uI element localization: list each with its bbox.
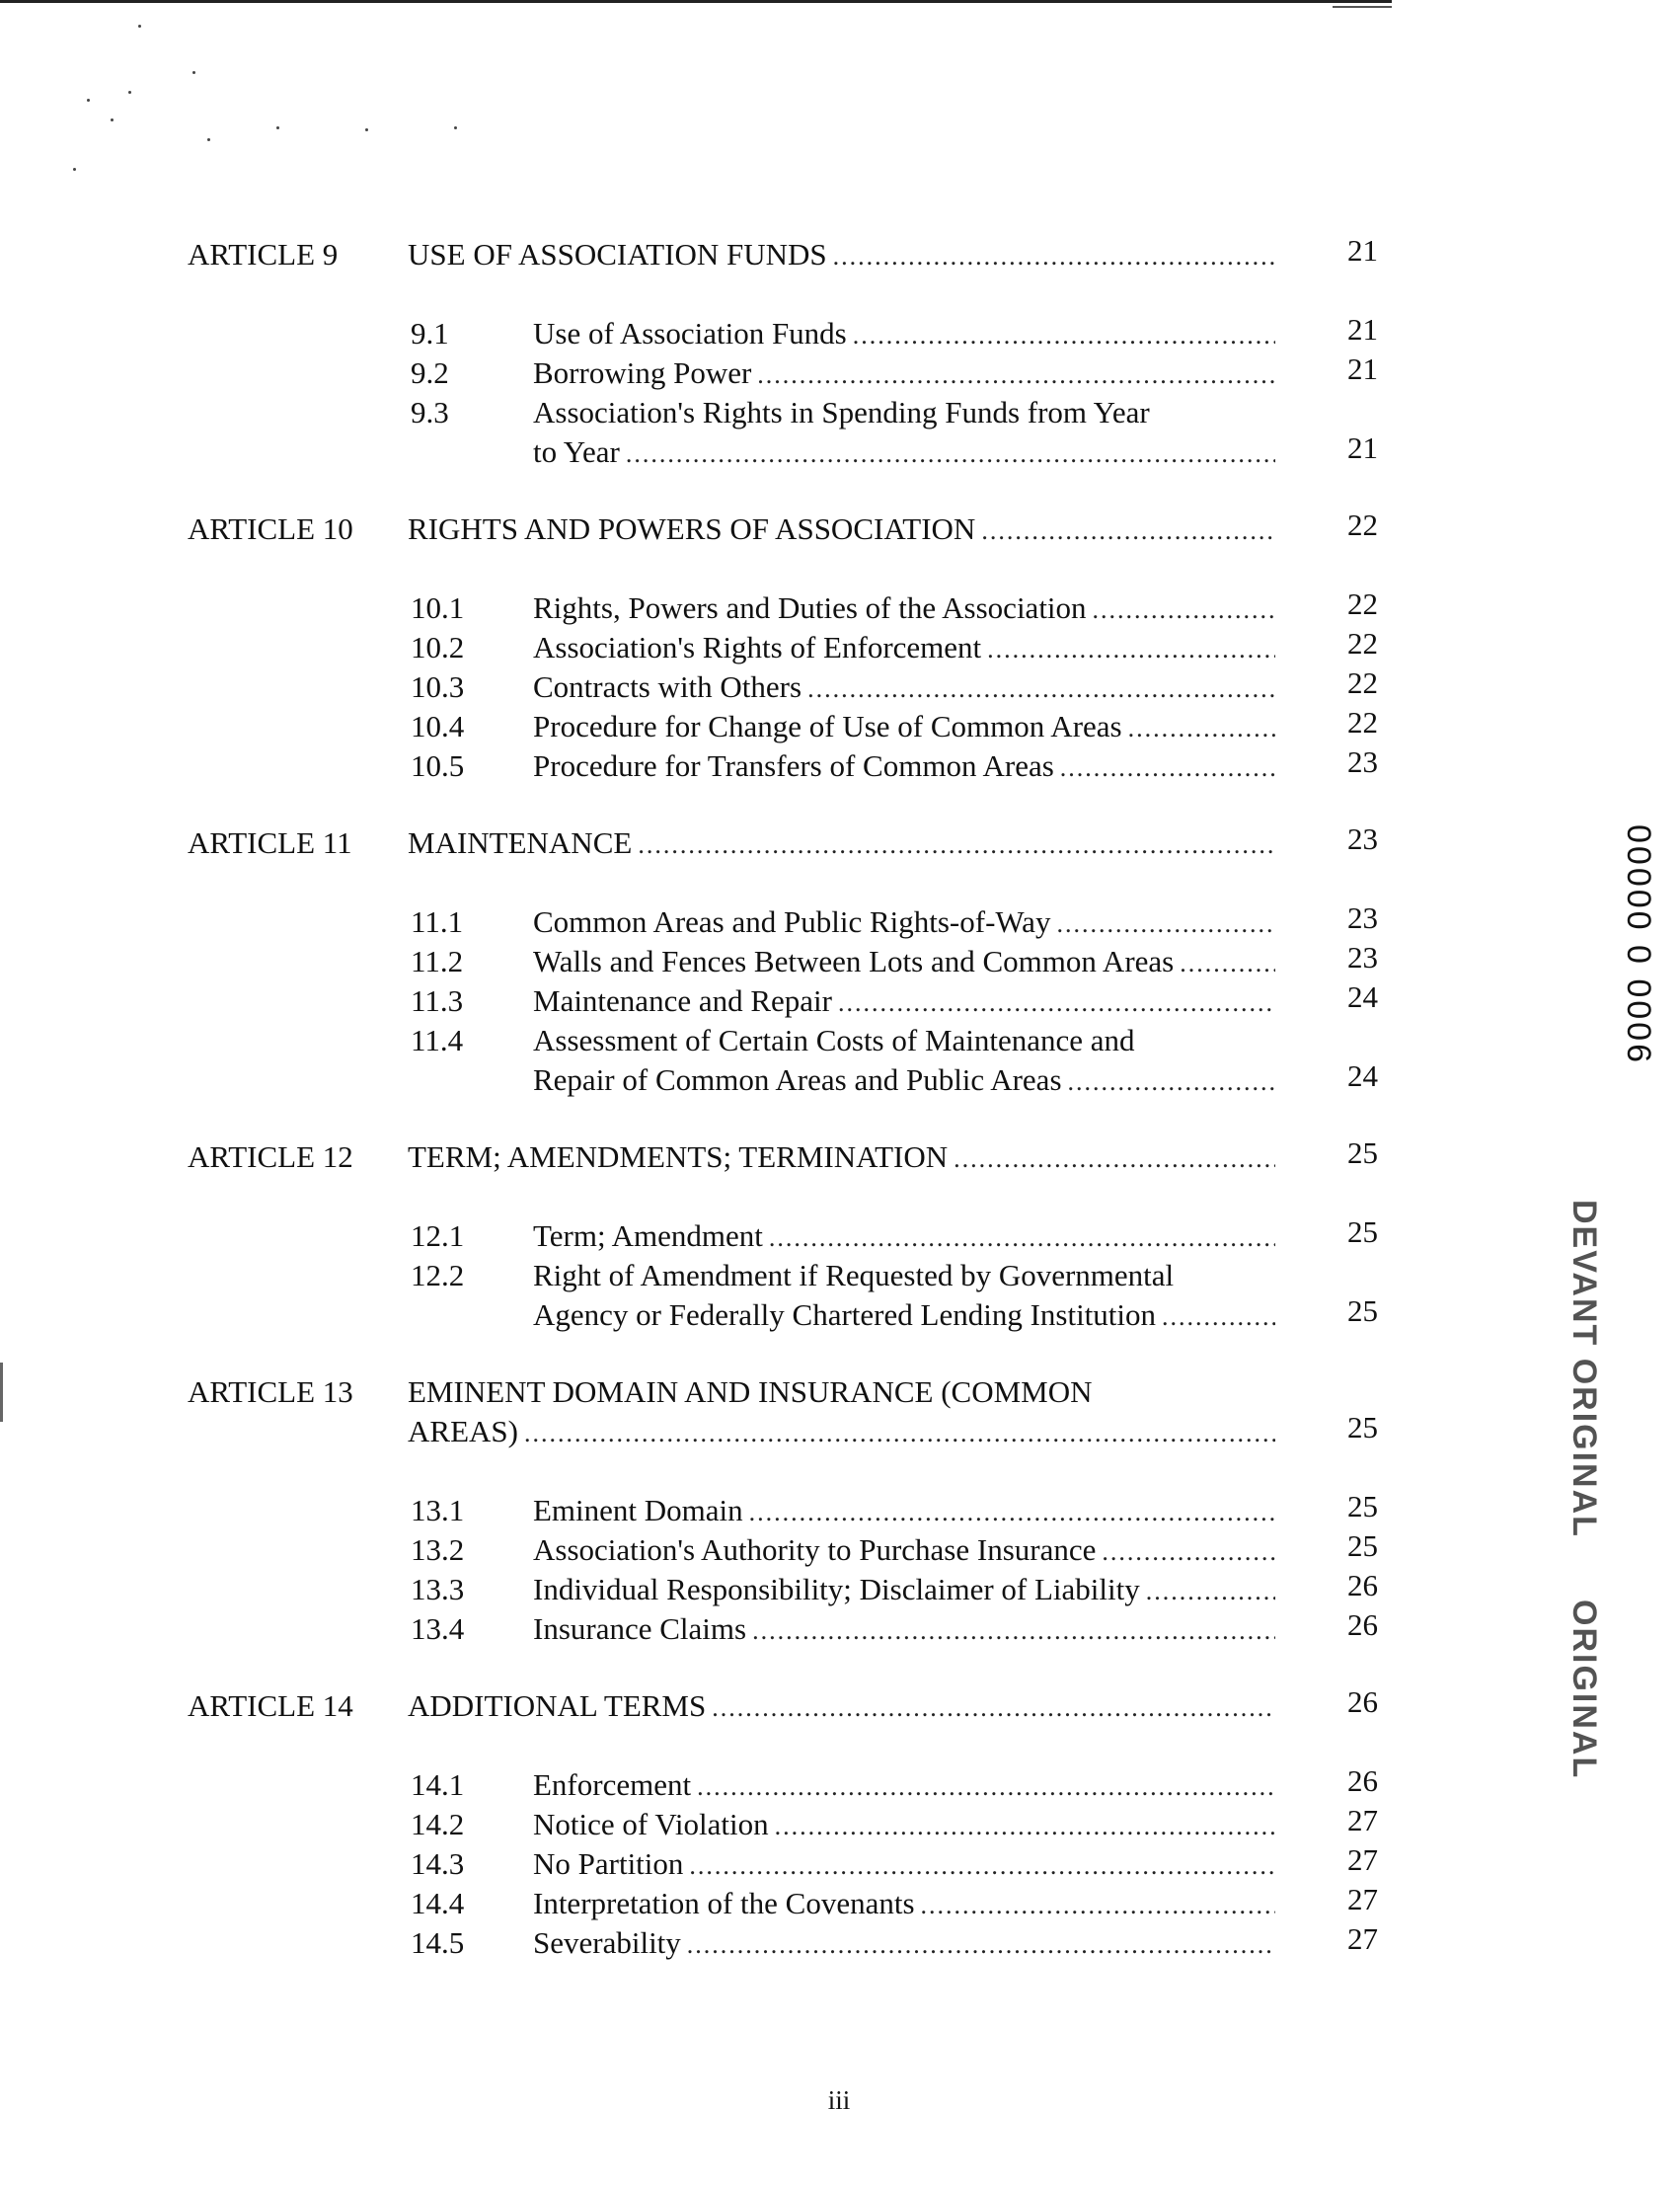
- section-title-line: [533, 393, 1275, 432]
- section-title: Interpretation of the Covenants: [533, 1886, 915, 1920]
- section-title: Procedure for Transfers of Common Areas: [533, 748, 1054, 783]
- article-page-number: 23: [1347, 821, 1378, 856]
- dot-leader: [954, 1139, 1275, 1179]
- section-title-line: [533, 707, 1275, 748]
- dot-leader: [697, 1767, 1275, 1807]
- section-title-line: [533, 1923, 1275, 1965]
- section-page-number: 25: [1347, 1214, 1378, 1249]
- article-title: ADDITIONAL TERMS: [408, 1688, 707, 1723]
- bates-number: 00000 0 0006: [1620, 824, 1657, 1065]
- article-title: AREAS): [408, 1414, 518, 1448]
- section-title: Association's Rights in Spending Funds from Year: [533, 395, 1150, 429]
- dot-leader: [987, 630, 1275, 669]
- section-title: Association's Rights of Enforcement: [533, 630, 982, 664]
- dot-leader: [775, 1807, 1275, 1846]
- dot-leader: [757, 355, 1275, 395]
- article-page-number: 22: [1347, 507, 1378, 542]
- article-label: ARTICLE 10: [188, 511, 353, 546]
- article-label: ARTICLE 13: [188, 1374, 353, 1409]
- section-page-number: 27: [1347, 1842, 1378, 1877]
- section-page-number: 26: [1347, 1607, 1378, 1642]
- article-title-line: [408, 1137, 1275, 1179]
- article-page-number: 25: [1347, 1135, 1378, 1170]
- section-number: 12.2: [411, 1258, 465, 1292]
- section-number: 10.3: [411, 669, 465, 704]
- section-number: 10.2: [411, 630, 465, 664]
- section-page-number: 22: [1347, 705, 1378, 740]
- section-title: Use of Association Funds: [533, 316, 847, 351]
- scan-speck: [87, 99, 90, 102]
- dot-leader: [1060, 748, 1275, 788]
- article-title-line: [408, 1412, 1275, 1453]
- section-number: 10.5: [411, 748, 465, 783]
- section-page-number: 26: [1347, 1763, 1378, 1798]
- dot-leader: [1128, 709, 1275, 748]
- scan-left-edge-mark: [0, 1363, 3, 1422]
- dot-leader: [1093, 590, 1275, 630]
- article-title: USE OF ASSOCIATION FUNDS: [408, 237, 827, 272]
- article-page-number: 21: [1347, 233, 1378, 268]
- section-number: 11.2: [411, 944, 464, 978]
- dot-leader: [712, 1688, 1275, 1728]
- section-page-number: 22: [1347, 586, 1378, 621]
- scan-speck: [454, 126, 457, 129]
- section-number: 11.4: [411, 1023, 464, 1057]
- dot-leader: [833, 237, 1275, 276]
- section-title: Walls and Fences Between Lots and Common Areas: [533, 944, 1175, 978]
- section-title-line: [533, 1216, 1275, 1258]
- dot-leader: [1056, 904, 1275, 944]
- dot-leader: [838, 983, 1275, 1023]
- section-title: Procedure for Change of Use of Common Areas: [533, 709, 1122, 743]
- section-page-number: 27: [1347, 1882, 1378, 1916]
- article-label: ARTICLE 11: [188, 825, 352, 860]
- dot-leader: [1180, 944, 1275, 983]
- article-title-line: [408, 1686, 1275, 1728]
- section-title-line: [533, 1060, 1275, 1102]
- section-page-number: 25: [1347, 1528, 1378, 1563]
- section-number: 11.1: [411, 904, 464, 939]
- article-title: RIGHTS AND POWERS OF ASSOCIATION: [408, 511, 976, 546]
- section-page-number: 27: [1347, 1921, 1378, 1956]
- section-title-line: [533, 588, 1275, 630]
- scan-speck: [73, 168, 76, 171]
- scan-speck: [207, 138, 210, 141]
- section-number: 9.2: [411, 355, 449, 390]
- section-number: 12.1: [411, 1218, 465, 1253]
- section-title: Rights, Powers and Duties of the Association: [533, 590, 1087, 625]
- dot-leader: [807, 669, 1275, 709]
- dot-leader: [769, 1218, 1275, 1258]
- article-title-line: [408, 1372, 1275, 1412]
- section-title: Assessment of Certain Costs of Maintenance and: [533, 1023, 1135, 1057]
- section-title: No Partition: [533, 1846, 684, 1881]
- section-title-line: [533, 432, 1275, 474]
- section-title-line: [533, 628, 1275, 669]
- section-number: 13.4: [411, 1611, 465, 1646]
- scan-speck: [365, 128, 368, 131]
- section-number: 13.2: [411, 1532, 465, 1567]
- section-title-line: [533, 1570, 1275, 1611]
- section-title-line: [533, 1256, 1275, 1295]
- section-title: Individual Responsibility; Disclaimer of Liability: [533, 1572, 1140, 1606]
- section-title: Notice of Violation: [533, 1807, 769, 1841]
- dot-leader: [524, 1414, 1275, 1453]
- dot-leader: [1146, 1572, 1275, 1611]
- dot-leader: [638, 825, 1275, 865]
- section-title-line: [533, 1295, 1275, 1337]
- section-number: 14.4: [411, 1886, 465, 1920]
- dot-leader: [853, 316, 1275, 355]
- section-title-line: [533, 667, 1275, 709]
- article-title-line: [408, 823, 1275, 865]
- dot-leader: [689, 1846, 1275, 1886]
- section-number: 10.4: [411, 709, 465, 743]
- section-number: 14.1: [411, 1767, 465, 1802]
- section-number: 13.3: [411, 1572, 465, 1606]
- article-page-number: 25: [1347, 1410, 1378, 1444]
- article-title: MAINTENANCE: [408, 825, 633, 860]
- article-label: ARTICLE 9: [188, 237, 339, 272]
- section-page-number: 27: [1347, 1803, 1378, 1837]
- section-title-line: [533, 1884, 1275, 1925]
- article-label: ARTICLE 14: [188, 1688, 353, 1723]
- section-page-number: 26: [1347, 1568, 1378, 1602]
- section-title: Common Areas and Public Rights-of-Way: [533, 904, 1051, 939]
- section-title-line: [533, 942, 1275, 983]
- section-page-number: 24: [1347, 1058, 1378, 1093]
- page-number: iii: [827, 2085, 851, 2115]
- section-title-line: [533, 1021, 1275, 1060]
- dot-leader: [687, 1925, 1275, 1965]
- scan-speck: [192, 71, 195, 74]
- section-number: 14.2: [411, 1807, 465, 1841]
- section-title: Association's Authority to Purchase Insurance: [533, 1532, 1097, 1567]
- section-title: Right of Amendment if Requested by Governmental: [533, 1258, 1175, 1292]
- section-page-number: 21: [1347, 430, 1378, 465]
- dot-leader: [1102, 1532, 1275, 1572]
- article-title: TERM; AMENDMENTS; TERMINATION: [408, 1139, 949, 1174]
- section-page-number: 21: [1347, 351, 1378, 386]
- scan-speck: [138, 25, 141, 28]
- section-title-line: [533, 981, 1275, 1023]
- scan-top-edge: [0, 0, 1392, 3]
- section-number: 9.1: [411, 316, 449, 351]
- section-number: 10.1: [411, 590, 465, 625]
- section-title-line: [533, 1805, 1275, 1846]
- section-title-line: [533, 1491, 1275, 1532]
- section-title: Contracts with Others: [533, 669, 802, 704]
- section-title-line: [533, 902, 1275, 944]
- section-page-number: 24: [1347, 979, 1378, 1014]
- section-title: Term; Amendment: [533, 1218, 763, 1253]
- margin-stamp: DEVANT ORIGINAL: [1565, 1200, 1603, 1538]
- section-title: Insurance Claims: [533, 1611, 747, 1646]
- section-page-number: 22: [1347, 665, 1378, 700]
- section-title: Severability: [533, 1925, 681, 1960]
- dot-leader: [981, 511, 1275, 551]
- section-title-line: [533, 314, 1275, 355]
- section-title: Enforcement: [533, 1767, 692, 1802]
- section-page-number: 23: [1347, 900, 1378, 935]
- dot-leader: [921, 1886, 1275, 1925]
- section-number: 13.1: [411, 1493, 465, 1527]
- dot-leader: [752, 1611, 1275, 1651]
- dot-leader: [1068, 1062, 1275, 1102]
- section-title: Maintenance and Repair: [533, 983, 832, 1018]
- section-number: 11.3: [411, 983, 464, 1018]
- article-page-number: 26: [1347, 1684, 1378, 1719]
- section-title: Borrowing Power: [533, 355, 752, 390]
- section-title: to Year: [533, 434, 620, 469]
- article-label: ARTICLE 12: [188, 1139, 353, 1174]
- section-page-number: 25: [1347, 1489, 1378, 1523]
- section-title-line: [533, 1765, 1275, 1807]
- section-page-number: 21: [1347, 312, 1378, 347]
- scan-speck: [128, 91, 131, 94]
- section-title-line: [533, 1844, 1275, 1886]
- article-title: EMINENT DOMAIN AND INSURANCE (COMMON: [408, 1374, 1093, 1409]
- section-title-line: [533, 746, 1275, 788]
- section-number: 14.5: [411, 1925, 465, 1960]
- section-title-line: [533, 1530, 1275, 1572]
- section-title-line: [533, 353, 1275, 395]
- section-page-number: 23: [1347, 744, 1378, 779]
- margin-stamp: ORIGINAL: [1565, 1600, 1603, 1780]
- scan-top-edge-tail: [1333, 6, 1392, 8]
- scan-speck: [276, 126, 279, 129]
- dot-leader: [749, 1493, 1275, 1532]
- section-number: 14.3: [411, 1846, 465, 1881]
- scan-speck: [111, 118, 114, 121]
- section-page-number: 23: [1347, 940, 1378, 975]
- section-title-line: [533, 1609, 1275, 1651]
- section-title: Eminent Domain: [533, 1493, 743, 1527]
- article-title-line: [408, 235, 1275, 276]
- dot-leader: [1162, 1297, 1275, 1337]
- section-page-number: 25: [1347, 1293, 1378, 1328]
- section-title: Agency or Federally Chartered Lending Institution: [533, 1297, 1157, 1332]
- article-title-line: [408, 509, 1275, 551]
- section-page-number: 22: [1347, 626, 1378, 661]
- dot-leader: [626, 434, 1275, 474]
- section-title: Repair of Common Areas and Public Areas: [533, 1062, 1062, 1097]
- section-number: 9.3: [411, 395, 449, 429]
